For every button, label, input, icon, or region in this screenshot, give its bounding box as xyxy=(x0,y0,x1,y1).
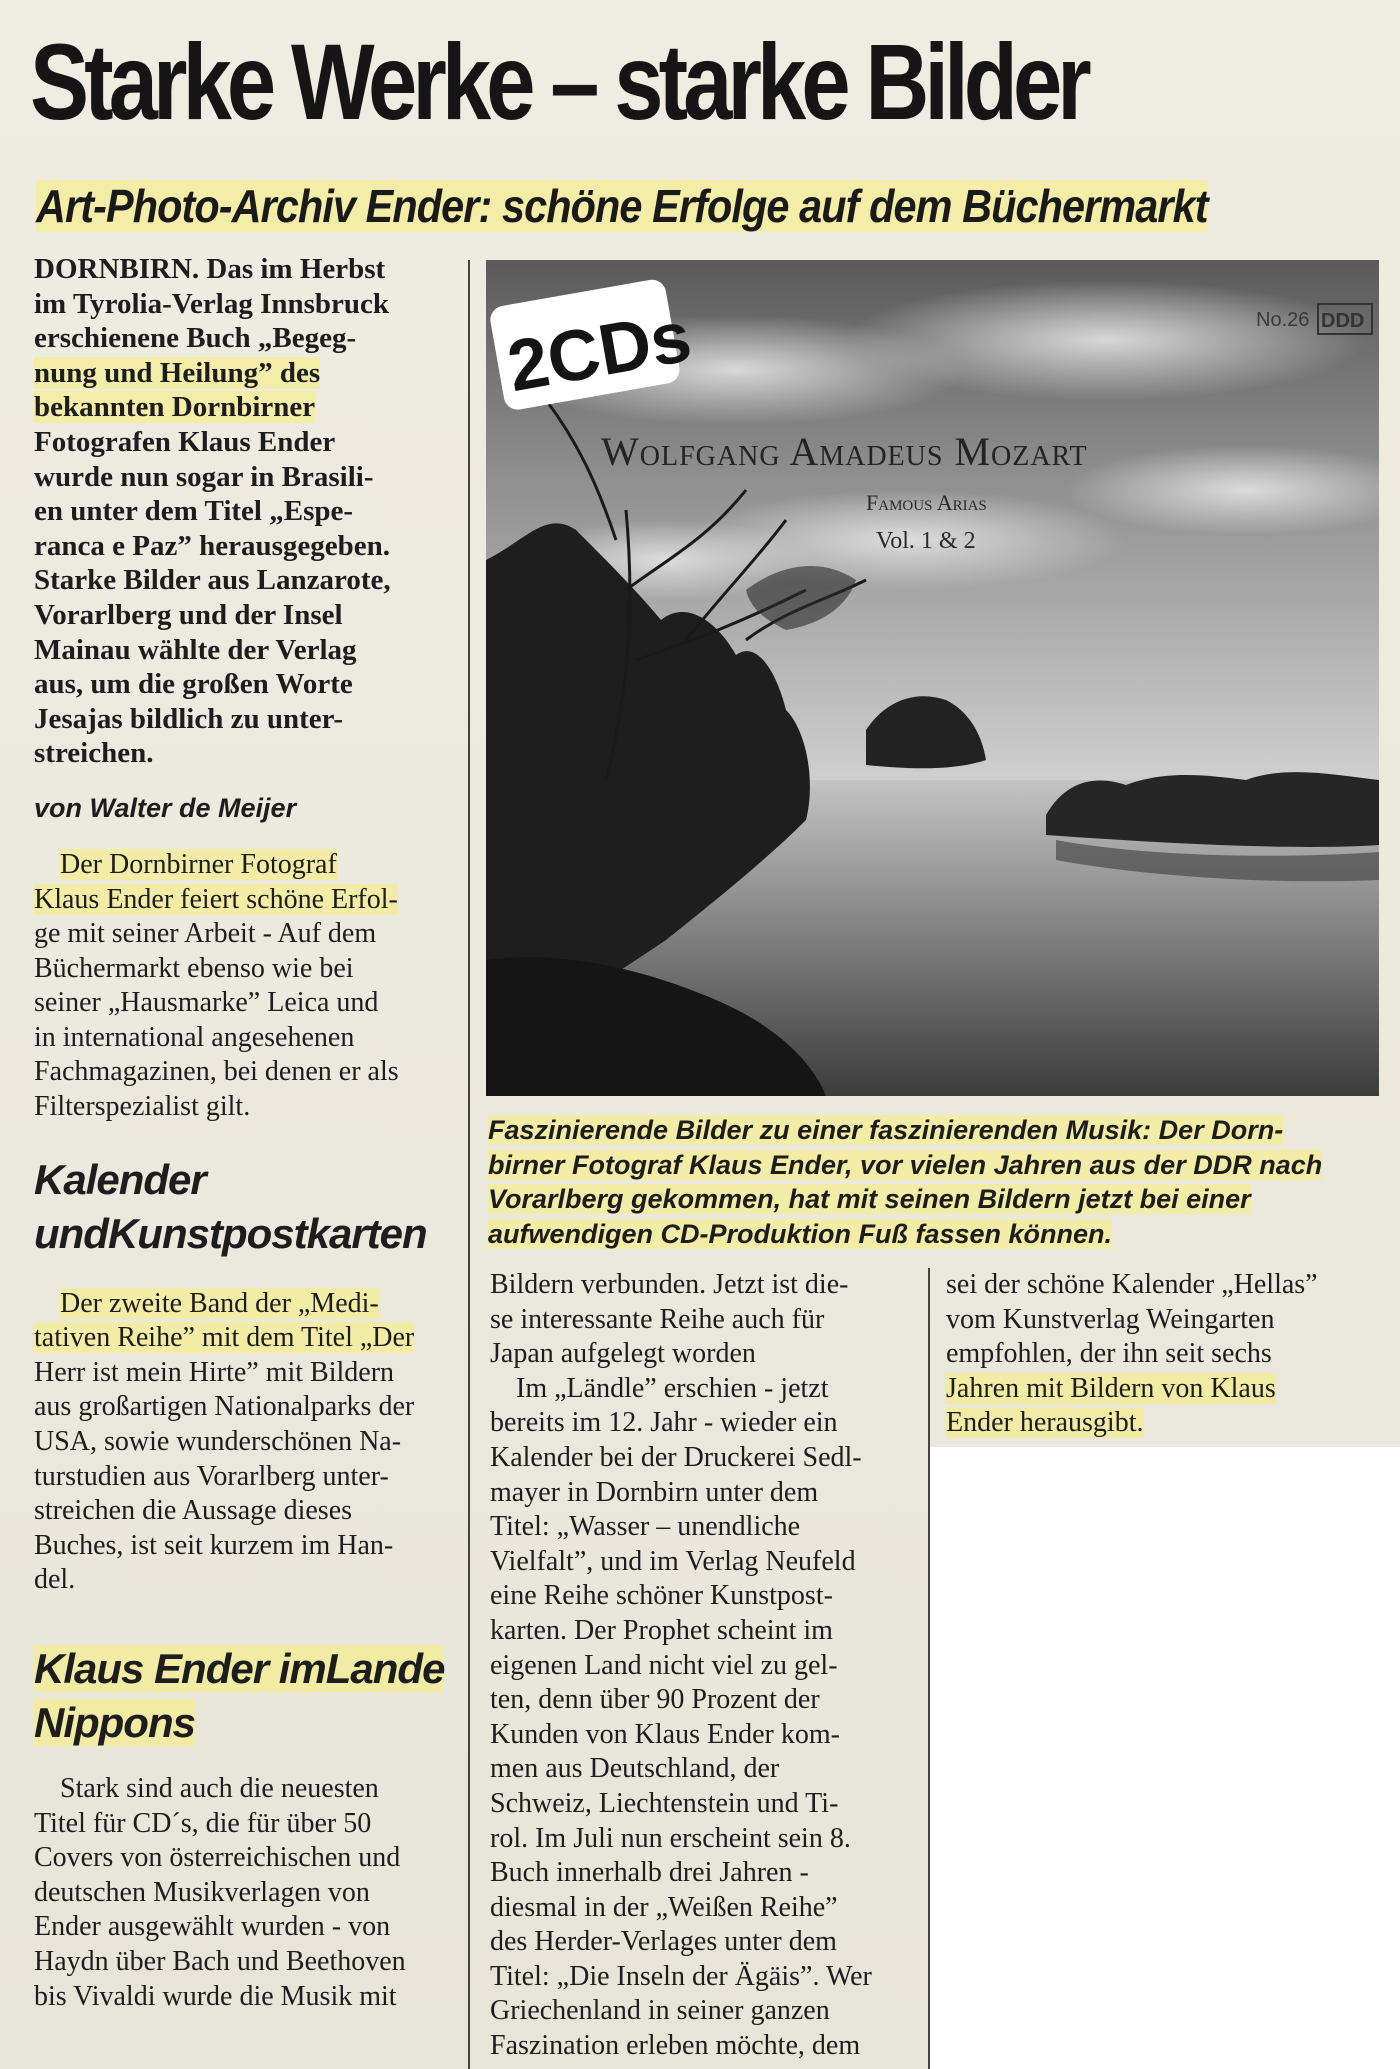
para1-line: Klaus Ender feiert schöne Erfol- xyxy=(34,883,398,915)
sec1-line: Kalender und xyxy=(34,1155,206,1257)
cd-volume: Vol. 1 & 2 xyxy=(876,528,976,554)
caption-line: aufwendigen CD-Produktion Fuß fassen können. xyxy=(488,1218,1113,1249)
intro-line: erschienene Buch „Begeg- xyxy=(34,322,357,355)
para3-line: Covers von österreichischen und xyxy=(34,1842,401,1874)
mid-line: Japan aufgelegt worden xyxy=(490,1338,756,1370)
caption-line: Faszinierende Bilder zu einer faszinierenden Musik: Der Dorn- xyxy=(488,1115,1284,1145)
left-column xyxy=(34,252,452,2014)
para2-line: del. xyxy=(34,1564,76,1596)
mid-line: rol. Im Juli nun erscheint sein 8. xyxy=(490,1822,851,1854)
intro-line: Starke Bilder aus Lanzarote, xyxy=(34,564,391,597)
paragraph-1 xyxy=(34,848,452,1125)
para2-line: Der zweite Band der „Medi- xyxy=(60,1287,379,1319)
section-heading-nippon xyxy=(34,1642,452,1750)
blank-area xyxy=(930,1447,1400,2069)
right-line: Ender herausgibt. xyxy=(946,1407,1144,1439)
intro-line: im Tyrolia-Verlag Innsbruck xyxy=(34,287,390,320)
right-paragraph xyxy=(946,1268,1378,1441)
mid-line: karten. Der Prophet scheint im xyxy=(490,1614,833,1646)
cd-composer: Wolfgang Amadeus Mozart xyxy=(601,429,1088,474)
intro-line: wurde nun sogar in Brasili- xyxy=(34,460,374,493)
sec1-line: Kunstpostkarten xyxy=(107,1209,427,1257)
para1-line: in international angesehenen xyxy=(34,1021,355,1053)
cd-badge-text: 2CDs xyxy=(501,296,698,408)
mid-line: mayer in Dornbirn unter dem xyxy=(490,1476,819,1508)
intro-line: en unter dem Titel „Espe- xyxy=(34,495,354,528)
mid-line: eine Reihe schöner Kunstpost- xyxy=(490,1580,833,1612)
mid-line: Vielfalt”, und im Verlag Neufeld xyxy=(490,1545,856,1577)
intro-line: aus, um die großen Worte xyxy=(34,668,353,701)
mid-line: Buch innerhalb drei Jahren - xyxy=(490,1857,809,1889)
para1-line: seiner „Hausmarke” Leica und xyxy=(34,987,379,1019)
mid-line: Titel: „Die Inseln der Ägäis”. Wer xyxy=(490,1960,872,1992)
mid-line: eigenen Land nicht viel zu gel- xyxy=(490,1649,838,1681)
middle-paragraph xyxy=(490,1268,915,2064)
paragraph-3 xyxy=(34,1772,452,2014)
cd-number: No.26 xyxy=(1256,309,1310,331)
para3-line: Stark sind auch die neuesten xyxy=(60,1773,379,1804)
section-heading-kalender xyxy=(34,1153,452,1261)
para2-line: streichen die Aussage dieses xyxy=(34,1495,353,1527)
middle-column xyxy=(490,1268,915,2064)
right-column xyxy=(946,1268,1378,1441)
para3-line: bis Vivaldi wurde die Musik mit xyxy=(34,1980,397,2012)
mid-line: Im „Ländle” erschien - jetzt xyxy=(516,1372,829,1404)
mid-line: Griechenland in seiner ganzen xyxy=(490,1995,830,2027)
mid-line: Faszination erleben möchte, dem xyxy=(490,2030,861,2062)
right-line: empfohlen, der ihn seit sechs xyxy=(946,1338,1272,1370)
paragraph-2 xyxy=(34,1287,452,1598)
para2-line: USA, sowie wunderschönen Na- xyxy=(34,1426,402,1458)
headline: Starke Werke – starke Bilder xyxy=(30,21,1087,142)
subheadline-text: Art-Photo-Archiv Ender: schöne Erfolge auf dem Büchermarkt xyxy=(36,180,1208,232)
para3-line: Titel für CD´s, die für über 50 xyxy=(34,1807,372,1839)
lake-landscape-image xyxy=(486,260,1379,1096)
mid-line: ten, denn über 90 Prozent der xyxy=(490,1684,820,1716)
intro-line: Mainau wählte der Verlag xyxy=(34,633,357,666)
intro-line: nung und Heilung” des xyxy=(34,356,321,389)
para2-line: tativen Reihe” mit dem Titel „Der xyxy=(34,1322,415,1354)
intro-line: Vorarlberg und der Insel xyxy=(34,598,343,631)
mid-line: Kalender bei der Druckerei Sedl- xyxy=(490,1441,862,1473)
intro-paragraph xyxy=(34,252,452,771)
photo-caption xyxy=(488,1113,1378,1251)
sec2-line: Lande Nippons xyxy=(34,1645,445,1746)
cd-subtitle: Famous Arias xyxy=(866,490,987,515)
para3-line: Ender ausgewählt wurden - von xyxy=(34,1911,391,1943)
mid-line: des Herder-Verlages unter dem xyxy=(490,1926,837,1958)
intro-line: DORNBIRN. Das im Herbst xyxy=(34,253,386,285)
sec2-line: Klaus Ender im xyxy=(34,1645,326,1692)
para1-line: Filterspezialist gilt. xyxy=(34,1091,251,1123)
mid-line: diesmal in der „Weißen Reihe” xyxy=(490,1891,838,1923)
para1-line: Büchermarkt ebenso wie bei xyxy=(34,952,354,984)
mid-line: Titel: „Wasser – unendliche xyxy=(490,1511,801,1543)
right-line: vom Kunstverlag Weingarten xyxy=(946,1303,1275,1335)
para1-line: Fachmagazinen, bei denen er als xyxy=(34,1056,399,1088)
cd-ddd-label: DDD xyxy=(1321,310,1365,332)
para2-line: Herr ist mein Hirte” mit Bildern xyxy=(34,1356,395,1388)
mid-line: se interessante Reihe auch für xyxy=(490,1303,825,1335)
mid-line: Schweiz, Liechtenstein und Ti- xyxy=(490,1787,839,1819)
para2-line: turstudien aus Vorarlberg unter- xyxy=(34,1460,389,1492)
intro-line: Jesajas bildlich zu unter- xyxy=(34,702,344,735)
mid-line: Bildern verbunden. Jetzt ist die- xyxy=(490,1269,849,1300)
right-line: sei der schöne Kalender „Hellas” xyxy=(946,1269,1318,1300)
cd-cover-photo xyxy=(486,260,1379,1096)
intro-line: streichen. xyxy=(34,737,154,770)
intro-line: Fotografen Klaus Ender xyxy=(34,425,336,458)
byline: von Walter de Meijer xyxy=(34,792,297,823)
right-line: Jahren mit Bildern von Klaus xyxy=(946,1372,1276,1404)
column-rule-left xyxy=(468,260,470,2069)
mid-line: bereits im 12. Jahr - wieder ein xyxy=(490,1407,838,1439)
para3-line: deutschen Musikverlagen von xyxy=(34,1876,370,1908)
para3-line: Haydn über Bach und Beethoven xyxy=(34,1945,406,1977)
mid-line: men aus Deutschland, der xyxy=(490,1753,780,1785)
caption-line: Vorarlberg gekommen, hat mit seinen Bildern jetzt bei einer xyxy=(488,1184,1251,1214)
subheadline xyxy=(36,178,1260,234)
para2-line: aus großartigen Nationalparks der xyxy=(34,1391,415,1423)
para2-line: Buches, ist seit kurzem im Han- xyxy=(34,1529,394,1561)
caption-line: birner Fotograf Klaus Ender, vor vielen Jahren aus der DDR nach xyxy=(488,1149,1323,1180)
para1-line: Der Dornbirner Fotograf xyxy=(60,848,337,880)
intro-line: ranca e Paz” herausgegeben. xyxy=(34,529,390,562)
mid-line: Kunden von Klaus Ender kom- xyxy=(490,1718,840,1750)
intro-line: bekannten Dornbirner xyxy=(34,391,316,424)
para1-line: ge mit seiner Arbeit - Auf dem xyxy=(34,918,377,950)
